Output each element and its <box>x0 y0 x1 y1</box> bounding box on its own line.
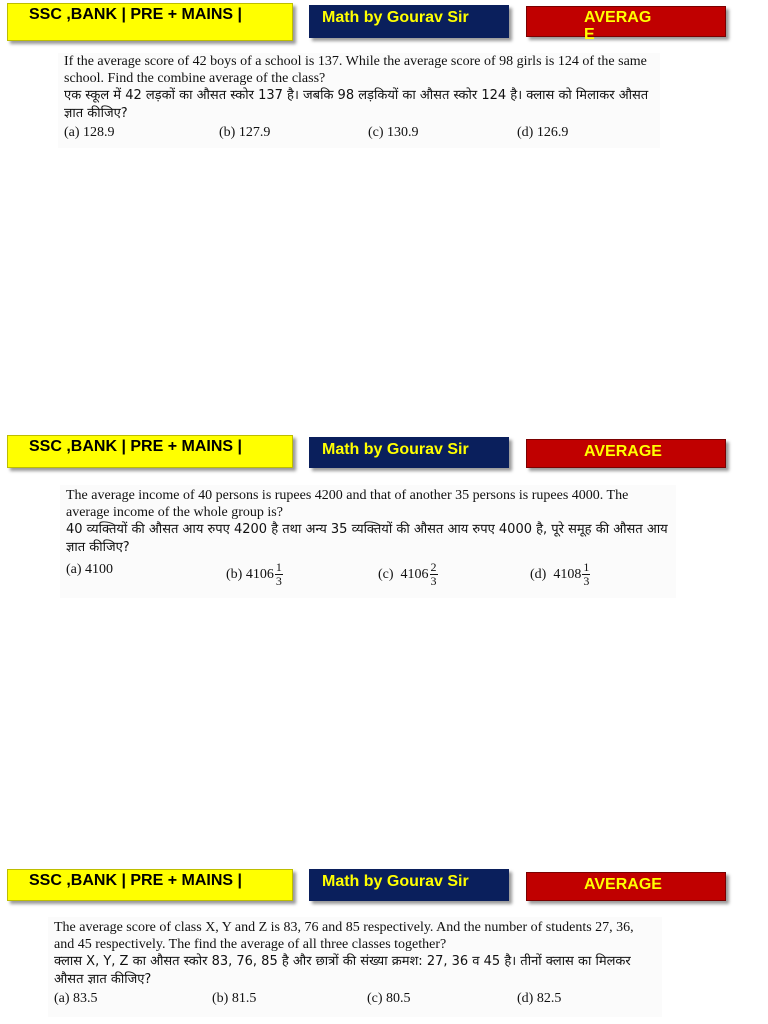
course-banner <box>7 435 293 468</box>
option-a-label: (a) <box>66 562 82 577</box>
option-a: (a) 128.9 <box>64 125 115 140</box>
option-b: (b) 127.9 <box>219 125 271 140</box>
course-banner-text: SSC ,BANK | PRE + MAINS | <box>29 438 242 455</box>
option-b-fraction <box>275 561 283 588</box>
question-3 <box>48 917 662 1017</box>
option-c: (c) 80.5 <box>367 991 411 1006</box>
teacher-banner <box>309 869 509 901</box>
course-banner-text: SSC ,BANK | PRE + MAINS | <box>29 6 242 23</box>
teacher-banner <box>309 437 509 468</box>
topic-banner-text: AVERAGE <box>584 443 662 460</box>
option-c-numerator: 2 <box>430 560 437 574</box>
option-a: (a) 83.5 <box>54 991 98 1006</box>
question-2-hindi: 40 व्यक्तियों की औसत आय रुपए 4200 है तथा अन्य 35 व्यक्तियों की औसत आय रुपए 4000 है, पूरे समूह की औसत आय ज्ञात कीजिए? <box>66 522 668 555</box>
option-c-whole: 4106 <box>400 567 429 582</box>
option-c-denominator: 3 <box>430 574 437 588</box>
option-c: (c) 130.9 <box>368 125 419 140</box>
option-c <box>378 561 438 588</box>
topic-banner <box>526 6 726 43</box>
option-a-value: 4100 <box>85 562 114 577</box>
question-2-english: The average income of 40 persons is rupees 4200 and that of another 35 persons is rupees 4000. The average income of the whole group is? <box>66 488 629 520</box>
option-c-label: (c) <box>378 567 394 582</box>
option-d-numerator: 1 <box>583 560 590 574</box>
option-d: (d) 126.9 <box>517 125 569 140</box>
question-1-options <box>64 124 654 142</box>
option-b-numerator: 1 <box>275 560 282 574</box>
course-banner <box>7 3 293 41</box>
question-1 <box>58 53 660 148</box>
option-d: (d) 82.5 <box>517 991 562 1006</box>
question-2 <box>60 485 676 598</box>
option-d-denominator: 3 <box>583 574 590 588</box>
teacher-banner-text: Math by Gourav Sir <box>322 873 469 890</box>
topic-banner <box>526 439 726 468</box>
option-b-whole: 4106 <box>245 567 274 582</box>
question-1-hindi: एक स्कूल में 42 लड़कों का औसत स्कोर 137 है। जबकि 98 लड़कियों का औसत स्कोर 124 है। क्लास को मिलाकर औसत ज्ञात कीजिए? <box>64 88 649 121</box>
option-d-whole: 4108 <box>553 567 582 582</box>
topic-banner-text-line1: AVERAG <box>584 9 652 26</box>
topic-banner <box>526 872 726 901</box>
option-a <box>66 561 113 578</box>
topic-banner-text: AVERAGE <box>584 876 662 893</box>
course-banner <box>7 869 293 901</box>
option-d-fraction <box>582 561 590 588</box>
option-c-fraction <box>430 561 438 588</box>
option-b <box>226 561 283 588</box>
question-3-english: The average score of class X, Y and Z is 83, 76 and 85 respectively. And the number of students 27, 36, and 45 respectively. The find the average of all three classes together? <box>54 920 634 952</box>
teacher-banner <box>309 5 509 38</box>
question-2-options <box>66 561 670 597</box>
teacher-banner-text: Math by Gourav Sir <box>322 441 469 458</box>
question-3-options <box>54 990 656 1008</box>
course-banner-text: SSC ,BANK | PRE + MAINS | <box>29 872 242 889</box>
topic-banner-text-line2: E <box>584 26 595 43</box>
question-3-hindi: क्लास X, Y, Z का औसत स्कोर 83, 76, 85 है और छात्रों की संख्या क्रमश: 27, 36 व 45 है। तीनों क्लास का मिलकर औसत ज्ञात कीजिए? <box>54 954 631 987</box>
teacher-banner-text: Math by Gourav Sir <box>322 9 469 26</box>
option-b: (b) 81.5 <box>212 991 257 1006</box>
option-d <box>530 561 590 588</box>
question-1-english: If the average score of 42 boys of a school is 137. While the average score of 98 girls is 124 of the same school. Find the combine average of the class? <box>64 54 647 86</box>
option-b-label: (b) <box>226 567 243 582</box>
option-b-denominator: 3 <box>275 574 282 588</box>
option-d-label: (d) <box>530 567 547 582</box>
